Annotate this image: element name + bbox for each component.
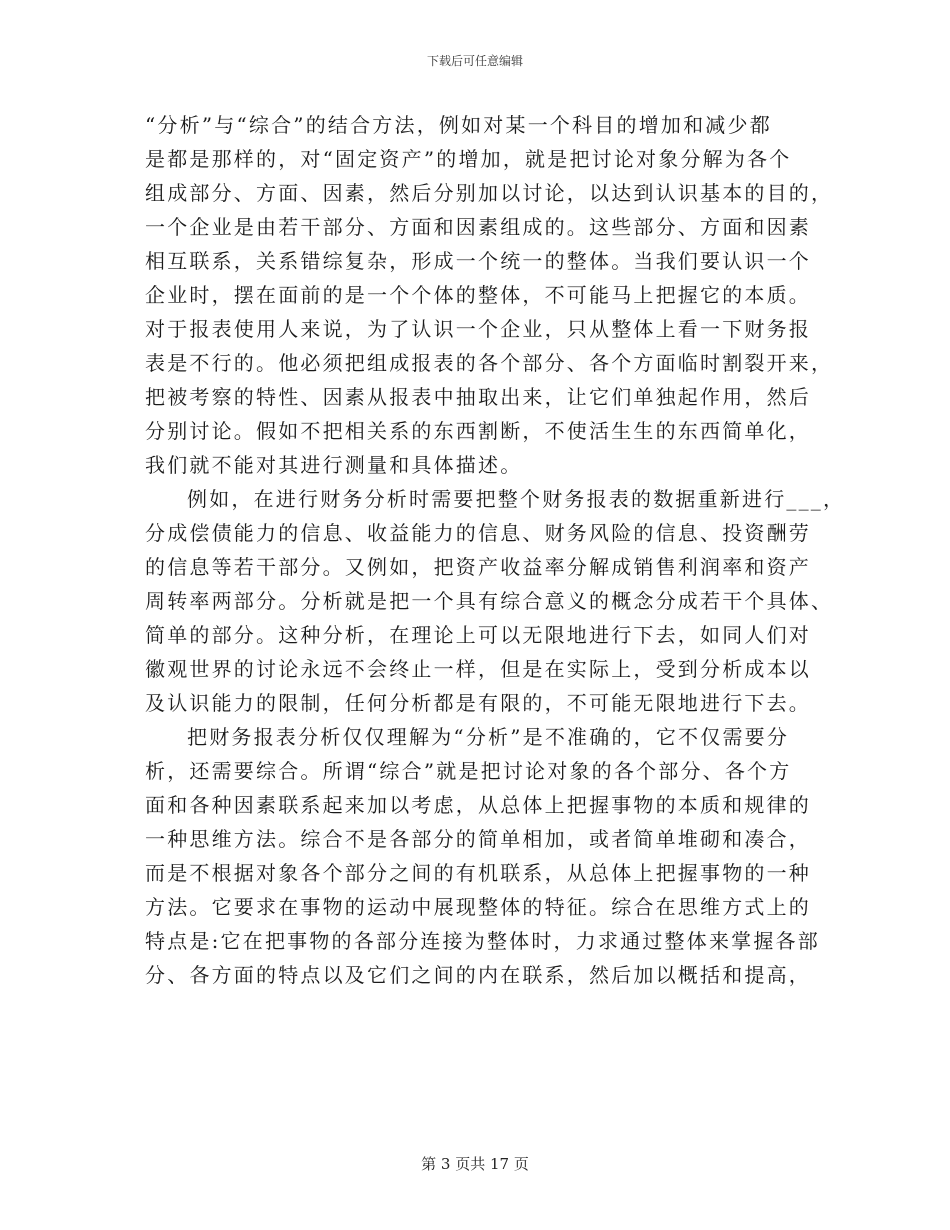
paragraph-start-line: 例如，在进行财务分析时需要把整个财务报表的数据重新进行___， <box>187 487 846 511</box>
page-footer: 第 3 页共 17 页 <box>421 1155 529 1173</box>
text-line: 是都是那样的，对“固定资产”的增加，就是把讨论对象分解为各个 <box>145 147 792 171</box>
text-line: 一种思维方法。综合不是各部分的简单相加，或者简单堆砌和凑合， <box>145 827 811 851</box>
text-line: 表是不行的。他必须把组成报表的各个部分、各个方面临时割裂开来， <box>145 351 834 375</box>
text-line: 组成部分、方面、因素，然后分别加以讨论，以达到认识基本的目的， <box>145 181 834 205</box>
text-line: 周转率两部分。分析就是把一个具有综合意义的概念分成若干个具体、 <box>145 589 834 613</box>
text-line: 把被考察的特性、因素从报表中抽取出来，让它们单独起作用，然后 <box>145 385 811 409</box>
text-line: 分成偿债能力的信息、收益能力的信息、财务风险的信息、投资酬劳 <box>145 521 811 545</box>
text-line: 特点是:它在把事物的各部分连接为整体时，力求通过整体来掌握各部 <box>145 929 820 953</box>
text-line: 一个企业是由若干部分、方面和因素组成的。这些部分、方面和因素 <box>145 215 811 239</box>
text-line: 面和各种因素联系起来加以考虑，从总体上把握事物的本质和规律的 <box>145 793 811 817</box>
text-line: 我们就不能对其进行测量和具体描述。 <box>145 453 523 477</box>
text-line: 及认识能力的限制，任何分析都是有限的，不可能无限地进行下去。 <box>145 691 811 715</box>
text-line: 简单的部分。这种分析，在理论上可以无限地进行下去，如同人们对 <box>145 623 811 647</box>
page-header: 下载后可任意编辑 <box>426 54 523 68</box>
text-line: 的信息等若干部分。又例如，把资产收益率分解成销售利润率和资产 <box>145 555 811 579</box>
document-body <box>145 108 846 992</box>
text-line: 徽观世界的讨论永远不会终止一样，但是在实际上，受到分析成本以 <box>145 657 811 681</box>
text-line: 方法。它要求在事物的运动中展现整体的特征。综合在思维方式上的 <box>145 895 811 919</box>
text-line: 对于报表使用人来说，为了认识一个企业，只从整体上看一下财务报 <box>145 317 811 341</box>
text-line: 分、各方面的特点以及它们之间的内在联系，然后加以概括和提高， <box>145 963 811 987</box>
text-line: 分别讨论。假如不把相关系的东西割断，不使活生生的东西简单化， <box>145 419 811 443</box>
text-line: 企业时，摆在面前的是一个个体的整体，不可能马上把握它的本质。 <box>145 283 811 307</box>
text-line: “分析”与“综合”的结合方法，例如对某一个科目的增加和减少都 <box>145 113 772 137</box>
text-line: 而是不根据对象各个部分之间的有机联系，从总体上把握事物的一种 <box>145 861 811 885</box>
paragraph-start-line: 把财务报表分析仅仅理解为“分析”是不准确的，它不仅需要分 <box>187 725 790 749</box>
text-line: 相互联系，关系错综复杂，形成一个统一的整体。当我们要认识一个 <box>145 249 811 273</box>
text-line: 析，还需要综合。所谓“综合”就是把讨论对象的各个部分、各个方 <box>145 759 792 783</box>
